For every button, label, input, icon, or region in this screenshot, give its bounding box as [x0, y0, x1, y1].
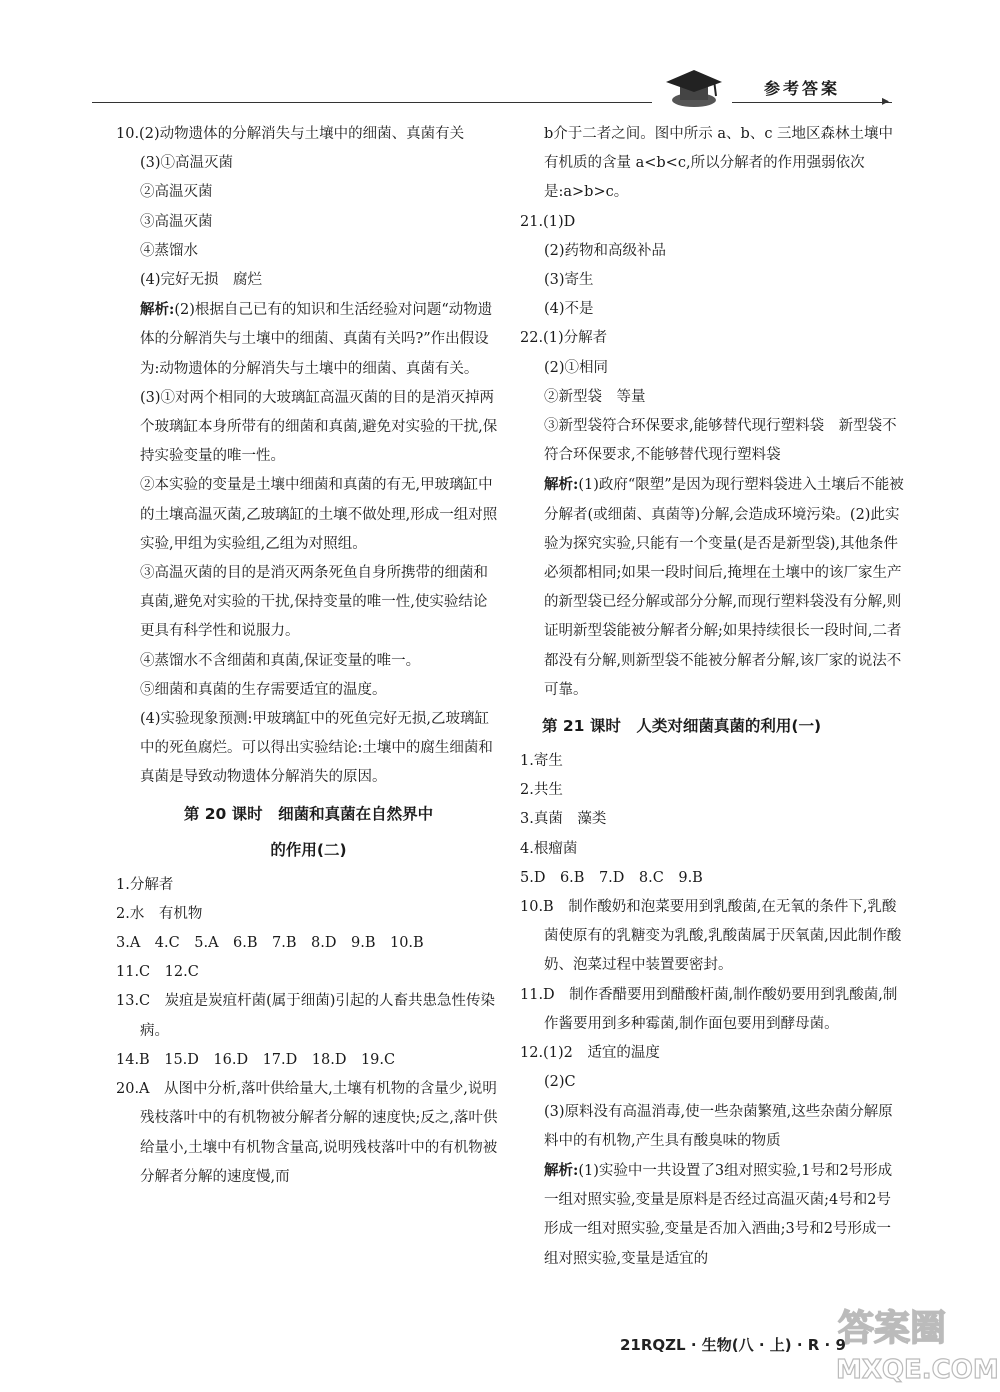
answer-text: (2)C: [544, 1074, 576, 1091]
answer-text: ④蒸馏水不含细菌和真菌,保证变量的唯一。: [140, 652, 421, 669]
answer-text: ④蒸馏水: [140, 242, 198, 259]
answer-line: [520, 1156, 905, 1274]
answer-text: (4)不是: [544, 301, 594, 318]
right-column: [520, 120, 905, 1274]
graduation-cap-icon: [664, 66, 724, 110]
answer-text: 5.D 6.B 7.D 8.C 9.B: [520, 869, 703, 886]
watermark-logo: [830, 1300, 999, 1390]
answer-line: [520, 747, 905, 776]
answer-text: ③新型袋符合环保要求,能够替代现行塑料袋 新型袋不符合环保要求,不能够替代现行塑料袋: [544, 418, 897, 464]
answer-line: [520, 208, 905, 237]
answer-line: [116, 120, 501, 149]
answer-text: (2)①相同: [544, 359, 609, 376]
answer-text: (1)实验中一共设置了3组对照实验,1号和2号形成一组对照实验,变量是原料是否经过高温灭菌;4号和2号形成一组对照实验,变量是否加入酒曲;3号和2号形成一组对照实验,变量是适宜的: [544, 1162, 893, 1267]
answer-text: (4)实验现象预测:甲玻璃缸中的死鱼完好无损,乙玻璃缸中的死鱼腐烂。可以得出实验结论:土壤中的腐生细菌和真菌是导致动物遗体分解消失的原因。: [140, 711, 493, 786]
answer-text: b介于二者之间。图中所示 a、b、c 三地区森林土壤中有机质的含量 a<b<c,所以分解者的作用强弱依次是:a>b>c。: [544, 126, 894, 201]
answer-text: 14.B 15.D 16.D 17.D 18.D 19.C: [116, 1051, 396, 1068]
answer-text: 2.水 有机物: [116, 905, 203, 922]
section-heading: [520, 711, 905, 741]
answer-line: [116, 929, 501, 958]
answer-line: [116, 987, 501, 1045]
header-rule-right: [732, 102, 892, 103]
answer-line: [520, 835, 905, 864]
section-heading: [116, 799, 501, 829]
answer-text: 第 21 课时 人类对细菌真菌的利用(一): [542, 717, 822, 736]
answer-line: [520, 470, 905, 705]
answer-line: [520, 295, 905, 324]
answer-text: (3)寄生: [544, 272, 594, 289]
section-heading: [116, 835, 501, 865]
answer-line: [520, 266, 905, 295]
answer-line: [116, 705, 501, 793]
answer-text: ③高温灭菌的目的是消灭两条死鱼自身所携带的细菌和真菌,避免对实验的干扰,保持变量的唯一性,使实验结论更具有科学性和说服力。: [140, 565, 488, 640]
answer-line: [520, 1039, 905, 1068]
answer-line: [520, 120, 905, 208]
answer-text: (1)政府“限塑”是因为现行塑料袋进入土壤后不能被分解者(或细菌、真菌等)分解,会造成环境污染。(2)此实验为探究实验,只能有一个变量(是否是新型袋),其他条件必须都相同;如果一段时间后,掩埋在土壤中的该厂家生产的新型袋已经分解或部分分解,而现行塑料袋没有分解,则证明新型袋能被分解者分解;如果持续很长一段时间,二者都没有分解,则新型袋不能被分解者分解,该厂家的说法不可靠。: [544, 477, 904, 698]
answer-text: 10.B 制作酸奶和泡菜要用到乳酸菌,在无氧的条件下,乳酸菌使原有的乳糖变为乳酸,乳酸菌属于厌氧菌,因此制作酸奶、泡菜过程中装置要密封。: [520, 899, 902, 974]
header-title: 参考答案: [764, 79, 841, 98]
answer-line: [116, 178, 501, 207]
answer-text: 3.A 4.C 5.A 6.B 7.B 8.D 9.B 10.B: [116, 935, 424, 952]
answer-line: [520, 324, 905, 353]
answer-text: ②新型袋 等量: [544, 388, 646, 405]
answer-line: [116, 384, 501, 472]
answer-line: [520, 893, 905, 981]
answer-text: (3)①高温灭菌: [140, 155, 234, 172]
answer-text: 13.C 炭疽是炭疽杆菌(属于细菌)引起的人畜共患急性传染病。: [116, 993, 495, 1039]
arrow-icon: ▸: [882, 93, 890, 109]
answer-text: 4.根瘤菌: [520, 840, 578, 857]
analysis-label: 解析:: [140, 301, 175, 319]
answer-text: ②高温灭菌: [140, 184, 213, 201]
answer-text: 21.(1)D: [520, 213, 576, 230]
answer-line: [116, 559, 501, 647]
answer-text: (4)完好无损 腐烂: [140, 272, 263, 289]
answer-line: [520, 412, 905, 470]
answer-text: ③高温灭菌: [140, 213, 213, 230]
answer-line: [116, 237, 501, 266]
answer-text: 的作用(二): [270, 840, 347, 859]
answer-line: [520, 383, 905, 412]
answer-text: 第 20 课时 细菌和真菌在自然界中: [183, 804, 434, 823]
answer-line: [520, 237, 905, 266]
answer-line: [116, 647, 501, 676]
answer-line: [520, 776, 905, 805]
answer-text: (3)①对两个相同的大玻璃缸高温灭菌的目的是消灭掉两个玻璃缸本身所带有的细菌和真菌,避免对实验的干扰,保持实验变量的唯一性。: [140, 389, 498, 465]
answer-text: 20.A 从图中分析,落叶供给量大,土壤有机物的含量少,说明残枝落叶中的有机物被分解者分解的速度快;反之,落叶供给量小,土壤中有机物含量高,说明残枝落叶中的有机物被分解者分解的速度慢,而: [116, 1081, 498, 1185]
answer-text: 22.(1)分解者: [520, 330, 608, 347]
answer-line: [520, 1098, 905, 1156]
answer-text: (2)药物和高级补品: [544, 242, 667, 259]
answer-line: [116, 1046, 501, 1075]
answer-line: [116, 149, 501, 178]
answer-text: ②本实验的变量是土壤中细菌和真菌的有无,甲玻璃缸中的土壤高温灭菌,乙玻璃缸的土壤不做处理,形成一组对照实验,甲组为实验组,乙组为对照组。: [140, 477, 498, 552]
answer-line: [520, 981, 905, 1039]
answer-line: [116, 295, 501, 384]
answer-line: [116, 871, 501, 900]
answer-text: (3)原料没有高温消毒,使一些杂菌繁殖,这些杂菌分解原料中的有机物,产生具有酸臭味的物质: [544, 1103, 893, 1149]
answer-line: [116, 958, 501, 987]
answer-text: 10.(2)动物遗体的分解消失与土壤中的细菌、真菌有关: [116, 126, 465, 142]
answer-line: [520, 1068, 905, 1097]
answer-line: [116, 900, 501, 929]
answer-line: [116, 208, 501, 237]
svg-text:MXQE.COM: MXQE.COM: [836, 1355, 999, 1385]
answer-line: [116, 471, 501, 559]
answer-line: [520, 354, 905, 383]
answer-text: (2)根据自己已有的知识和生活经验对问题“动物遗体的分解消失与土壤中的细菌、真菌有关吗?”作出假设为:动物遗体的分解消失与土壤中的细菌、真菌有关。: [140, 302, 493, 377]
answer-text: 11.C 12.C: [116, 964, 199, 981]
header-rule-left: [92, 102, 652, 103]
answer-line: [520, 805, 905, 834]
page-footer: 21RQZL · 生物(八 · 上) · R · 9: [620, 1336, 846, 1354]
svg-text:答案圈: 答案圈: [838, 1308, 947, 1349]
analysis-label: 解析:: [544, 476, 579, 494]
page-header: [92, 60, 912, 112]
left-column: [116, 120, 501, 1192]
answer-text: 1.分解者: [116, 876, 174, 893]
answer-text: 2.共生: [520, 782, 563, 799]
answer-line: [116, 1075, 501, 1192]
answer-text: 3.真菌 藻类: [520, 811, 607, 828]
answer-line: [116, 266, 501, 295]
answer-text: 12.(1)2 适宜的温度: [520, 1045, 660, 1062]
answer-text: 11.D 制作香醋要用到醋酸杆菌,制作酸奶要用到乳酸菌,制作酱要用到多种霉菌,制作面包要用到酵母菌。: [520, 986, 898, 1032]
answer-text: 1.寄生: [520, 753, 563, 770]
analysis-label: 解析:: [544, 1161, 579, 1179]
answer-line: [116, 676, 501, 705]
answer-text: ⑤细菌和真菌的生存需要适宜的温度。: [140, 681, 387, 698]
answer-line: [520, 864, 905, 893]
